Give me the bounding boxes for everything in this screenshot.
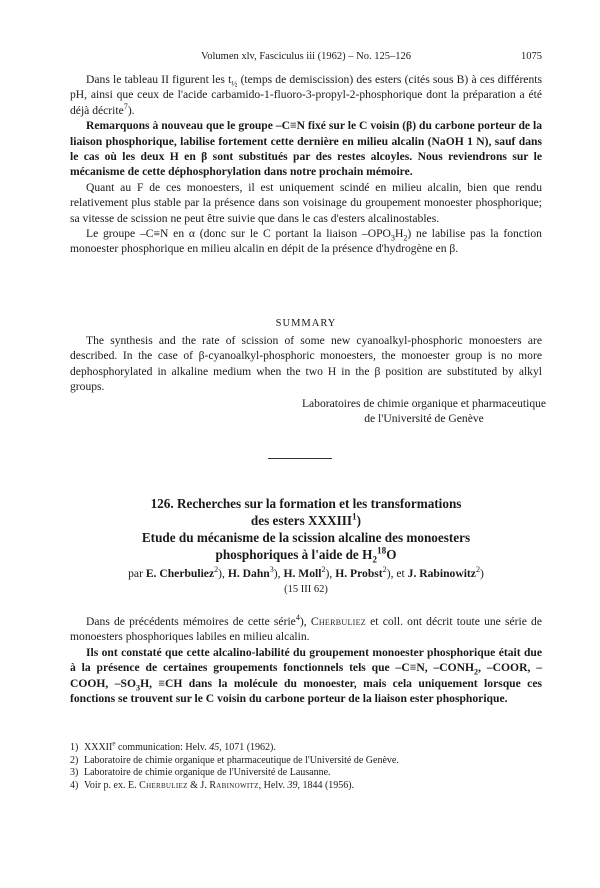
article-title: [70, 495, 542, 563]
footnotes: [70, 739, 542, 792]
paragraph-remarquons: Remarquons à nouveau que le groupe –C≡N fixé sur le C voisin (β) du carbone porteur de la liaison phosphorique, labilise fortement cette dernière en milieu alcalin (NaOH 1 N), sauf dans le cas où les deux H en β sont substitués par des restes alcoyles. Nous reviendrons sur le mécanisme de cette déphosphorylation dans notre prochain mémoire.: [70, 119, 542, 179]
summary-heading: SUMMARY: [275, 318, 337, 329]
summary-text: The synthesis and the rate of scission of some new cyanoalkyl-phosphoric monoesters are described. In the case of β-cyanoalkyl-phosphoric monoesters, the monoester group is no more dephosphorylated in alkaline medium when the two H in the β position are substituted by alkyl groups.: [70, 334, 542, 394]
title-line-1: 126. Recherches sur la formation et les transformations: [150, 496, 462, 511]
footnote-2: 2) Laboratoire de chimie organique et pharmaceutique de l'Université de Genève.: [70, 754, 399, 766]
title-line-3: Etude du mécanisme de la scission alcaline des monoesters: [141, 530, 471, 545]
section-divider: [268, 458, 332, 459]
article-126-body: [70, 614, 542, 706]
footnote-1: 1) XXXIIe communication: Helv. 45, 1071 (1962).: [70, 739, 276, 753]
author: H. Moll: [283, 567, 322, 580]
footnote-4: 4) Voir p. ex. E. Cherbuliez & J. Rabinowitz, Helv. 39, 1844 (1956).: [70, 779, 355, 791]
received-date: (15 III 62): [284, 584, 328, 595]
page-number: 1075: [521, 51, 542, 62]
author: E. Cherbuliez: [145, 567, 215, 580]
paragraph-tableau: Dans le tableau II figurent les $t_{\frac{1}{2}}$ (temps de demiscission) des esters (cités sous B) à ces différents pH, ainsi que ceux de l'acide carbamido-1-fluoro-3-propyl-2-phosphorique dont la préparation a été déjà décrite$^7$).: [70, 73, 542, 117]
footnote-3: 3) Laboratoire de chimie organique de l'Université de Lausanne.: [70, 767, 331, 779]
running-title: Volumen xlv, Fasciculus iii (1962) – No. 125–126: [201, 51, 411, 62]
title-line-4: phosphoriques à l'aide de $H_2^{18}O$: [215, 545, 397, 565]
author: H. Probst: [335, 567, 383, 580]
paragraph-quant: Quant au F de ces monoesters, il est uniquement scindé en milieu alcalin, bien que rendu relativement plus stable par la présence dans son voisinage du groupement monoester phosphorique; sa vitesse de scission ne peut être suivie que dans le cas d'esters alcalinostables.: [70, 180, 542, 225]
affiliation: [294, 396, 554, 427]
author: H. Dahn: [227, 567, 270, 580]
paragraph-groupe: Le groupe –C≡N en α (donc sur le C portant la liaison $-OPO_3H_2$) ne labilise pas la fonction monoester phosphorique en milieu alcalin en dépit de la présence d'hydrogène en β.: [70, 227, 542, 256]
affiliation-line1: Laboratoires de chimie organique et pharmaceutique: [301, 397, 547, 410]
title-line-2: des esters XXXIII$^1$): [250, 511, 362, 528]
paragraph-constate: Ils ont constaté que cette alcalino-labilité du groupement monoester phosphorique était due à la présence de certaines groupements fonctionnels tels que –C≡N, $-CONH_2$, –COOR, –COOH, $-SO_3H$, ≡CH dans la molécule du monoester, mais cela uniquement lorsque ces fonctions se trouvent sur le C voisin du carbone porteur de la liaison ester phosphorique.: [70, 645, 542, 706]
summary-block: [70, 333, 542, 395]
affiliation-line2: de l'Université de Genève: [364, 412, 484, 426]
article-125-conclusion: [70, 72, 542, 257]
running-header: [70, 50, 542, 63]
author: J. Rabinowitz: [407, 567, 476, 580]
author-line: par E. Cherbuliez$^2$), H. Dahn$^3$), H. Moll$^2$), H. Probst$^2$), et J. Rabinowitz$^2$): [128, 565, 484, 580]
paragraph-precedents: Dans de précédents mémoires de cette série$^4$), Cherbuliez et coll. ont décrit toute une série de monoesters phosphoriques labiles en milieu alcalin.: [70, 613, 542, 644]
